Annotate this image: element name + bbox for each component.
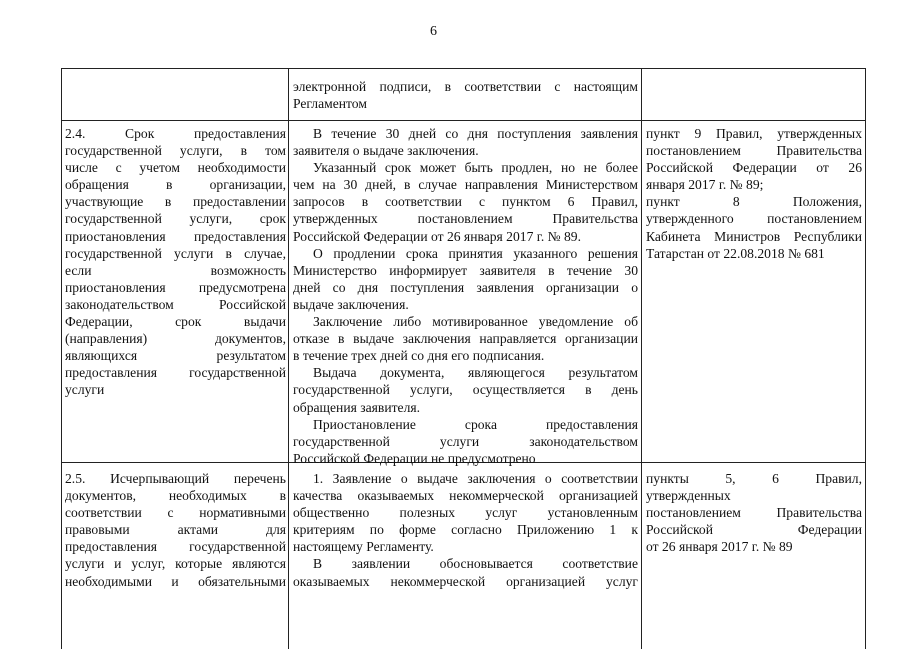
- document-table: [61, 68, 866, 649]
- text-line: (направления) документов,: [65, 331, 286, 347]
- text-line: в течение трех дней со дня его подписания.: [293, 348, 545, 364]
- text-line: О продлении срока принятия указанного решения: [313, 245, 638, 261]
- text-line: числе с учетом необходимости: [65, 160, 286, 176]
- text-line: необходимыми и обязательными: [65, 573, 286, 589]
- text-line: государственной услуги, срок: [65, 211, 286, 227]
- cell-2-4-content: [293, 125, 638, 467]
- text-line: Министерство информирует заявителя в течение 30: [293, 262, 638, 278]
- text-line: являющихся результатом: [65, 348, 286, 364]
- text-line: государственной услуги законодательством: [293, 433, 638, 449]
- text-line: государственной услуги, в том: [65, 143, 286, 159]
- page-number: 6: [430, 24, 437, 39]
- text-line: от 26 января 2017 г. № 89: [646, 539, 793, 555]
- text-line: Татарстан от 22.08.2018 № 681: [646, 245, 825, 261]
- text-line: 1. Заявление о выдаче заключения о соответствии: [313, 471, 638, 486]
- text-line: электронной подписи, в соответствии с настоящим: [293, 79, 638, 94]
- cell-2-5-legal-basis: [646, 470, 862, 555]
- text-line: услуги и услуг, которые являются: [65, 556, 286, 572]
- text-line: предоставления государственной: [65, 539, 286, 555]
- text-line: отказе в выдаче заключения направляется организации: [293, 331, 638, 347]
- text-line: выдаче заключения.: [293, 296, 409, 312]
- text-line: В заявлении обосновывается соответствие: [313, 556, 638, 572]
- text-line: услуги: [65, 382, 105, 398]
- text-line: если возможность: [65, 262, 286, 278]
- text-line: Российской Федерации от 26: [646, 160, 862, 176]
- text-line: документов, необходимых в: [65, 488, 286, 504]
- text-line: Кабинета Министров Республики: [646, 228, 862, 244]
- text-line: Российской Федерации: [646, 522, 862, 538]
- text-line: настоящему Регламенту.: [293, 539, 434, 555]
- cell-row-top-col2: [293, 78, 638, 112]
- text-line: пункты 5, 6 Правил,: [646, 471, 862, 486]
- text-line: В течение 30 дней со дня поступления заявления: [313, 126, 638, 141]
- text-line: приостановления предусмотрена: [65, 279, 286, 295]
- text-line: государственной услуги в случае,: [65, 245, 286, 261]
- text-line: критериям по форме согласно Приложению 1 к: [293, 522, 638, 538]
- column-divider: [641, 69, 642, 649]
- text-line: Приостановление срока предоставления: [313, 416, 638, 432]
- text-line: Российской Федерации не предусмотрено: [293, 450, 536, 466]
- text-line: предоставления государственной: [65, 365, 286, 381]
- text-line: постановлением Правительства: [646, 143, 862, 159]
- cell-2-5-content: [293, 470, 638, 590]
- text-line: дней со дня поступления заявления организации о: [293, 279, 638, 295]
- text-line: Выдача документа, являющегося результатом: [313, 365, 638, 381]
- text-line: января 2017 г. № 89;: [646, 177, 764, 193]
- text-line: приостановления предоставления: [65, 228, 286, 244]
- text-line: 2.4. Срок предоставления: [65, 126, 286, 141]
- cell-2-4-title: [65, 125, 286, 399]
- text-line: заявителя о выдаче заключения.: [293, 143, 479, 159]
- text-line: оказываемых некоммерческой организацией услуг: [293, 573, 638, 589]
- column-divider: [288, 69, 289, 649]
- text-line: соответствии с нормативными: [65, 505, 286, 521]
- text-line: утвержденного постановлением: [646, 211, 862, 227]
- text-line: Регламентом: [293, 96, 367, 112]
- text-line: правовыми актами для: [65, 522, 286, 538]
- text-line: пункт 9 Правил, утвержденных: [646, 126, 862, 141]
- text-line: качества оказываемых некоммерческой организацией: [293, 488, 638, 504]
- text-line: утвержденных постановлением Правительства: [293, 211, 638, 227]
- text-line: законодательством Российской: [65, 296, 286, 312]
- text-line: государственной услуги, осуществляется в день: [293, 382, 638, 398]
- text-line: 2.5. Исчерпывающий перечень: [65, 471, 286, 486]
- text-line: Федерации, срок выдачи: [65, 314, 286, 330]
- text-line: постановлением Правительства: [646, 505, 862, 521]
- text-line: обращения в организации,: [65, 177, 286, 193]
- row-divider: [62, 120, 866, 121]
- text-line: Заключение либо мотивированное уведомление об: [313, 314, 638, 330]
- text-line: пункт 8 Положения,: [646, 194, 862, 210]
- text-line: утвержденных: [646, 488, 731, 504]
- table-right-border: [865, 69, 866, 649]
- text-line: Указанный срок может быть продлен, но не более: [313, 160, 638, 176]
- text-line: обращения заявителя.: [293, 399, 421, 415]
- text-line: Российской Федерации от 26 января 2017 г. № 89.: [293, 228, 581, 244]
- text-line: чем на 30 дней, в случае направления Министерством: [293, 177, 638, 193]
- cell-2-4-legal-basis: [646, 125, 862, 262]
- text-line: запросов в соответствии с пунктом 6 Правил,: [293, 194, 638, 210]
- text-line: участвующие в предоставлении: [65, 194, 286, 210]
- text-line: общественно полезных услуг установленным: [293, 505, 638, 521]
- cell-2-5-title: [65, 470, 286, 590]
